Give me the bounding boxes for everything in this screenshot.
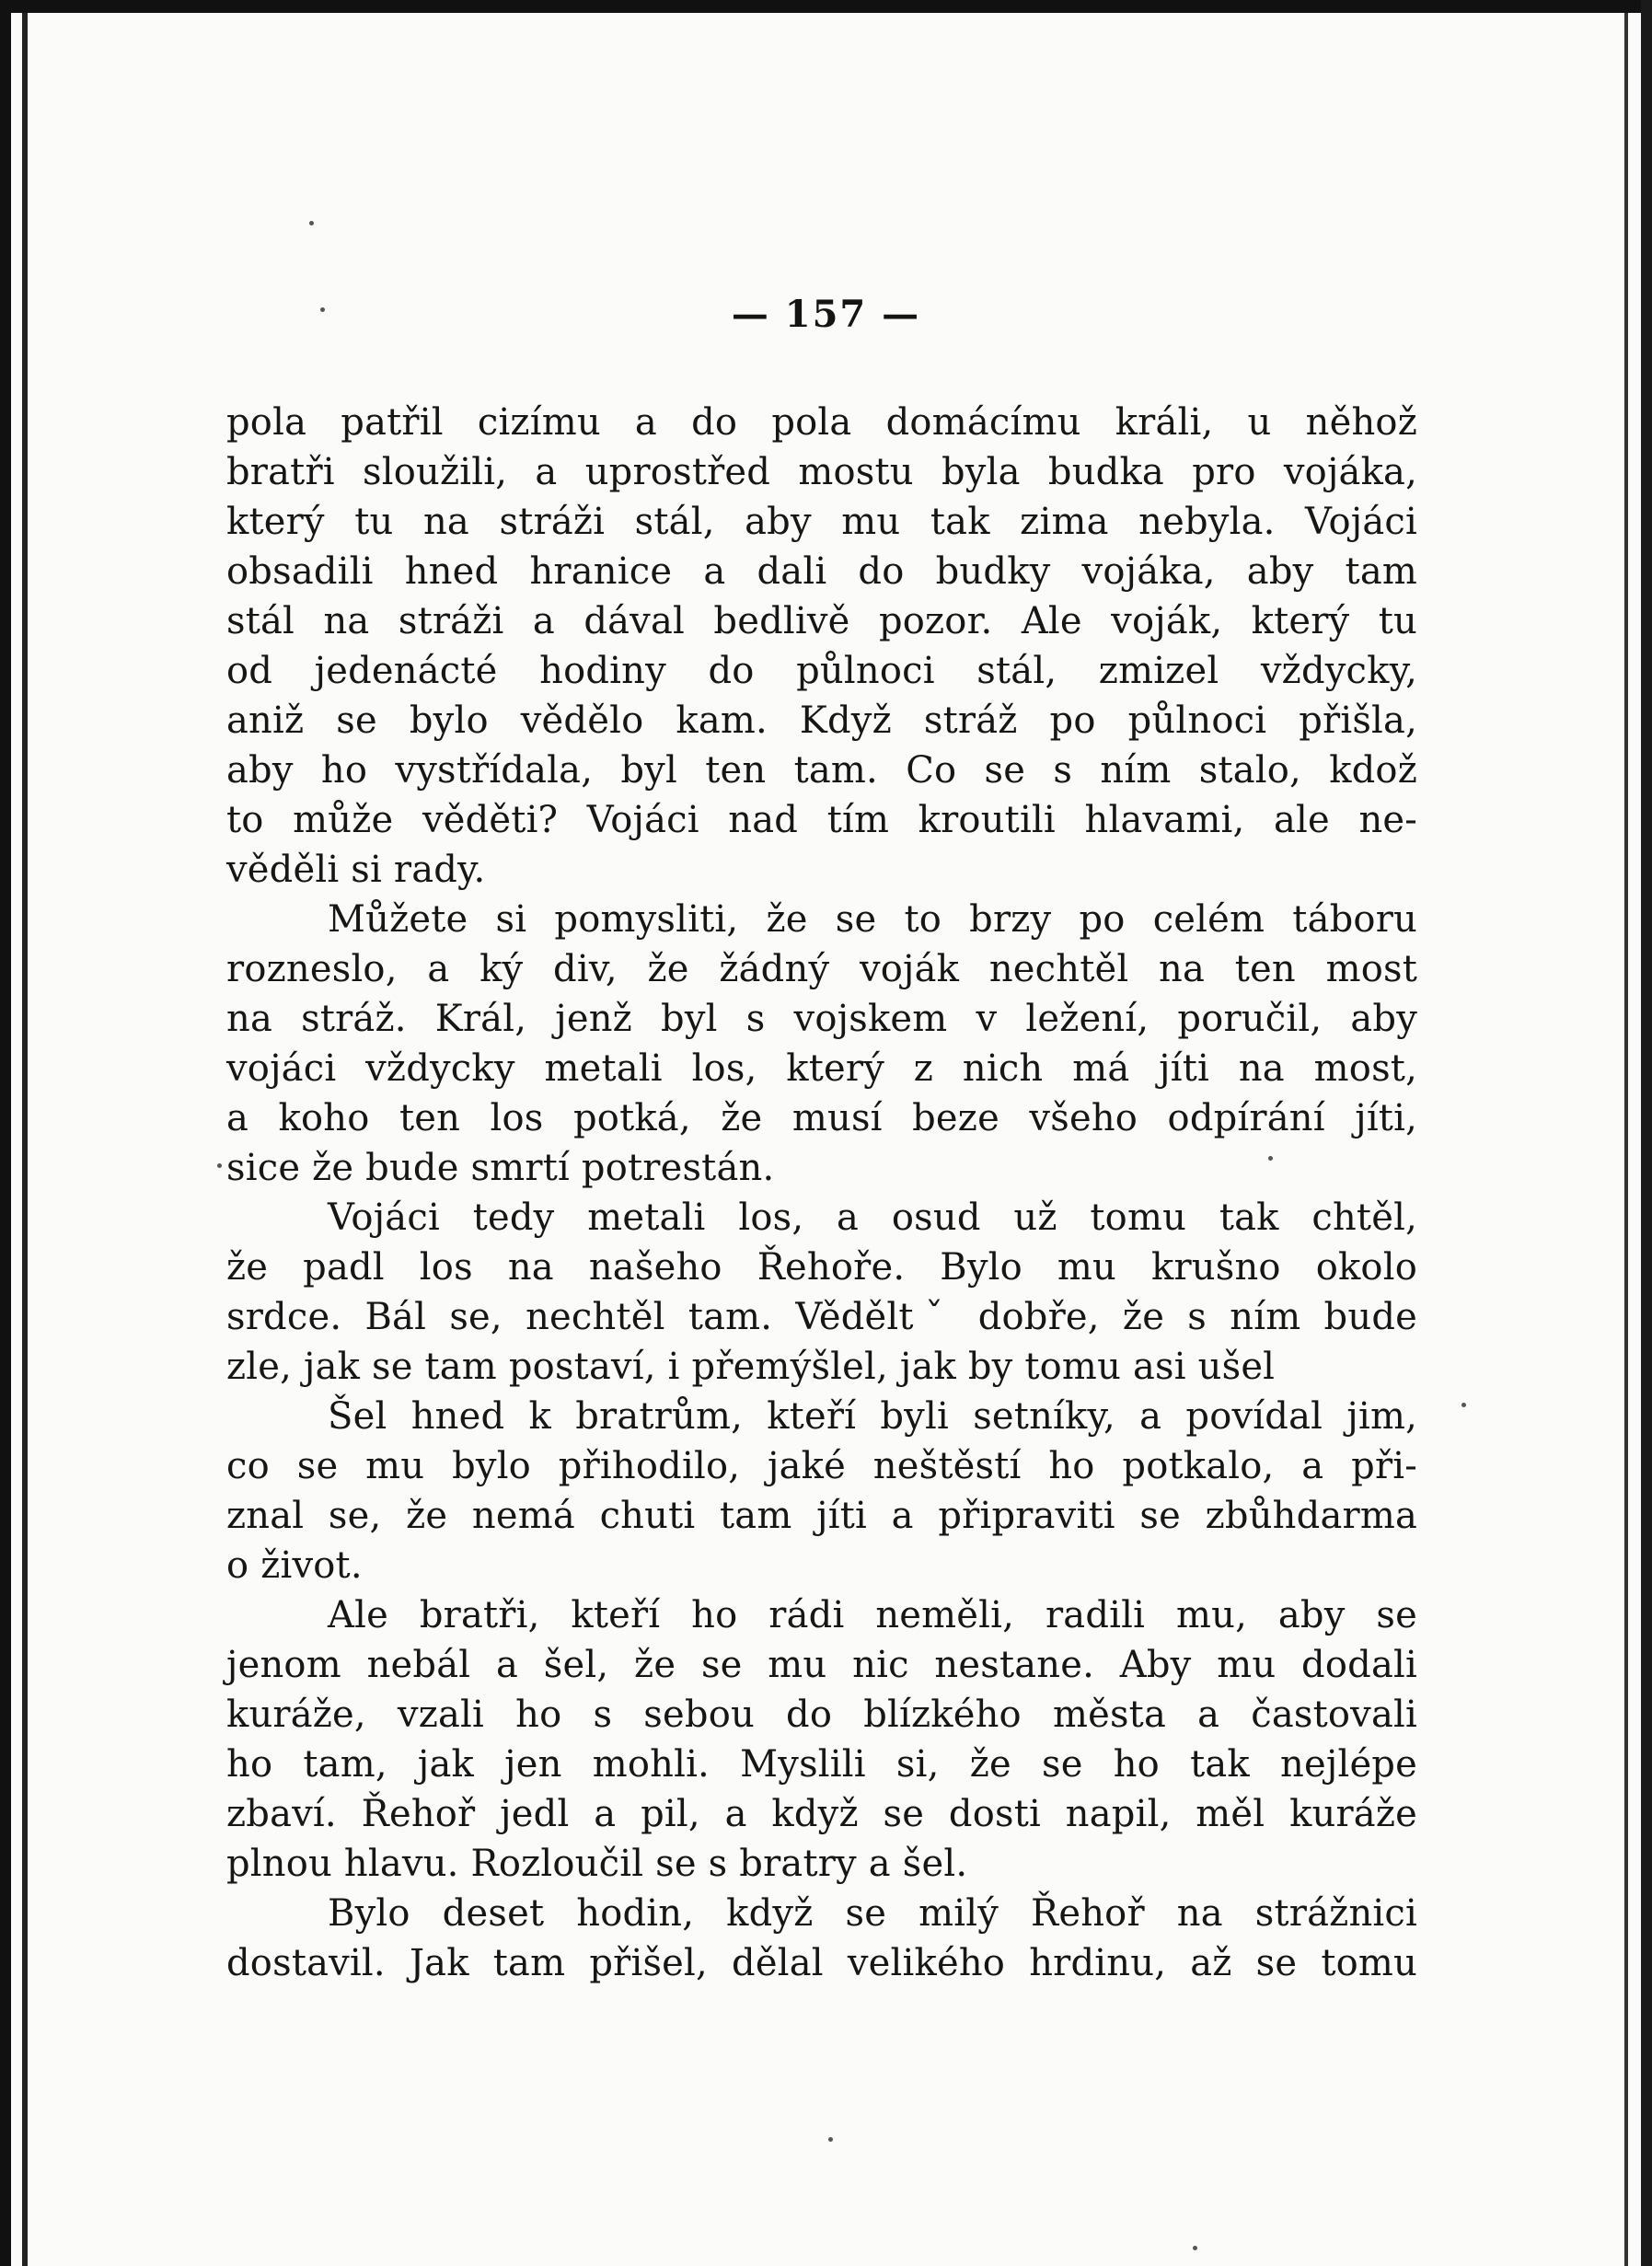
text-line: o život.: [226, 1544, 363, 1587]
text-line: Šel hned k bratrům, kteří byli setníky, a povídal jim,: [328, 1395, 1417, 1438]
text-line: aniž se bylo vědělo kam. Když stráž po půlnoci přišla,: [226, 699, 1417, 742]
text-line: Bylo deset hodin, když se milý Řehoř na strážnici: [328, 1892, 1417, 1935]
text-line: zle, jak se tam postaví, i přemýšlel, jak by tomu asi ušel: [226, 1346, 1276, 1388]
text-line: sice že bude smrtí potrestán.: [226, 1147, 775, 1189]
scan-speck: [1461, 1403, 1466, 1407]
scan-speck: [217, 1163, 222, 1168]
text-line: věděli si rady.: [226, 849, 486, 891]
text-line: co se mu bylo přihodilo, jaké neštěstí ho potkalo, a při-: [226, 1445, 1417, 1487]
text-line: dostavil. Jak tam přišel, dělal velikého hrdinu, až se tomu: [226, 1942, 1417, 1984]
text-line: ho tam, jak jen mohli. Myslili si, že se ho tak nejlépe: [226, 1743, 1417, 1786]
scan-speck: [309, 221, 314, 225]
scan-edge-left-inner: [22, 13, 28, 2266]
scan-speck: [1193, 2246, 1197, 2250]
text-line: a koho ten los potká, že musí beze všeho odpírání jíti,: [226, 1097, 1417, 1139]
text-line: jenom nebál a šel, že se mu nic nestane. Aby mu dodali: [226, 1644, 1417, 1686]
page-number: — 157 —: [731, 293, 921, 336]
text-line: že padl los na našeho Řehoře. Bylo mu krušno okolo: [226, 1246, 1417, 1289]
text-line: to může věděti? Vojáci nad tím kroutili hlavami, ale ne-: [226, 799, 1417, 841]
text-line: bratři sloužili, a uprostřed mostu byla budka pro vojáka,: [226, 451, 1417, 493]
text-line: vojáci vždycky metali los, který z nich má jíti na most,: [226, 1047, 1417, 1090]
scan-edge-top: [0, 0, 1652, 13]
scan-edge-right: [1641, 0, 1652, 2266]
text-line: znal se, že nemá chuti tam jíti a připraviti se zbůhdarma: [226, 1495, 1417, 1537]
scan-speck: [828, 2137, 833, 2142]
text-line: Ale bratři, kteří ho rádi neměli, radili mu, aby se: [328, 1594, 1417, 1636]
text-line: Můžete si pomysliti, že se to brzy po celém táboru: [328, 898, 1417, 941]
text-line: stál na stráži a dával bedlivě pozor. Ale voják, který tu: [226, 600, 1417, 642]
text-line: plnou hlavu. Rozloučil se s bratry a šel.: [226, 1843, 968, 1885]
text-line: obsadili hned hranice a dali do budky vojáka, aby tam: [226, 550, 1417, 593]
scan-edge-right-inner: [1624, 13, 1628, 2266]
text-line: na stráž. Král, jenž byl s vojskem v ležení, poručil, aby: [226, 998, 1417, 1040]
text-line: kuráže, vzali ho s sebou do blízkého města a častovali: [226, 1694, 1417, 1736]
scan-edge-left: [0, 0, 11, 2266]
text-line: od jedenácté hodiny do půlnoci stál, zmizel vždycky,: [226, 650, 1417, 692]
text-line: který tu na stráži stál, aby mu tak zima nebyla. Vojáci: [226, 501, 1417, 543]
text-line: pola patřil cizímu a do pola domácímu králi, u něhož: [226, 401, 1417, 444]
text-line: srdce. Bál se, nechtěl tam. Věděltˇ dobře, že s ním bude: [226, 1296, 1417, 1338]
text-line: zbaví. Řehoř jedl a pil, a když se dosti napil, měl kuráže: [226, 1793, 1417, 1835]
text-line: Vojáci tedy metali los, a osud už tomu tak chtěl,: [328, 1197, 1417, 1239]
text-line: aby ho vystřídala, byl ten tam. Co se s ním stalo, kdož: [226, 749, 1417, 792]
text-line: rozneslo, a ký div, že žádný voják nechtěl na ten most: [226, 948, 1417, 990]
body-text: [226, 398, 1417, 1988]
